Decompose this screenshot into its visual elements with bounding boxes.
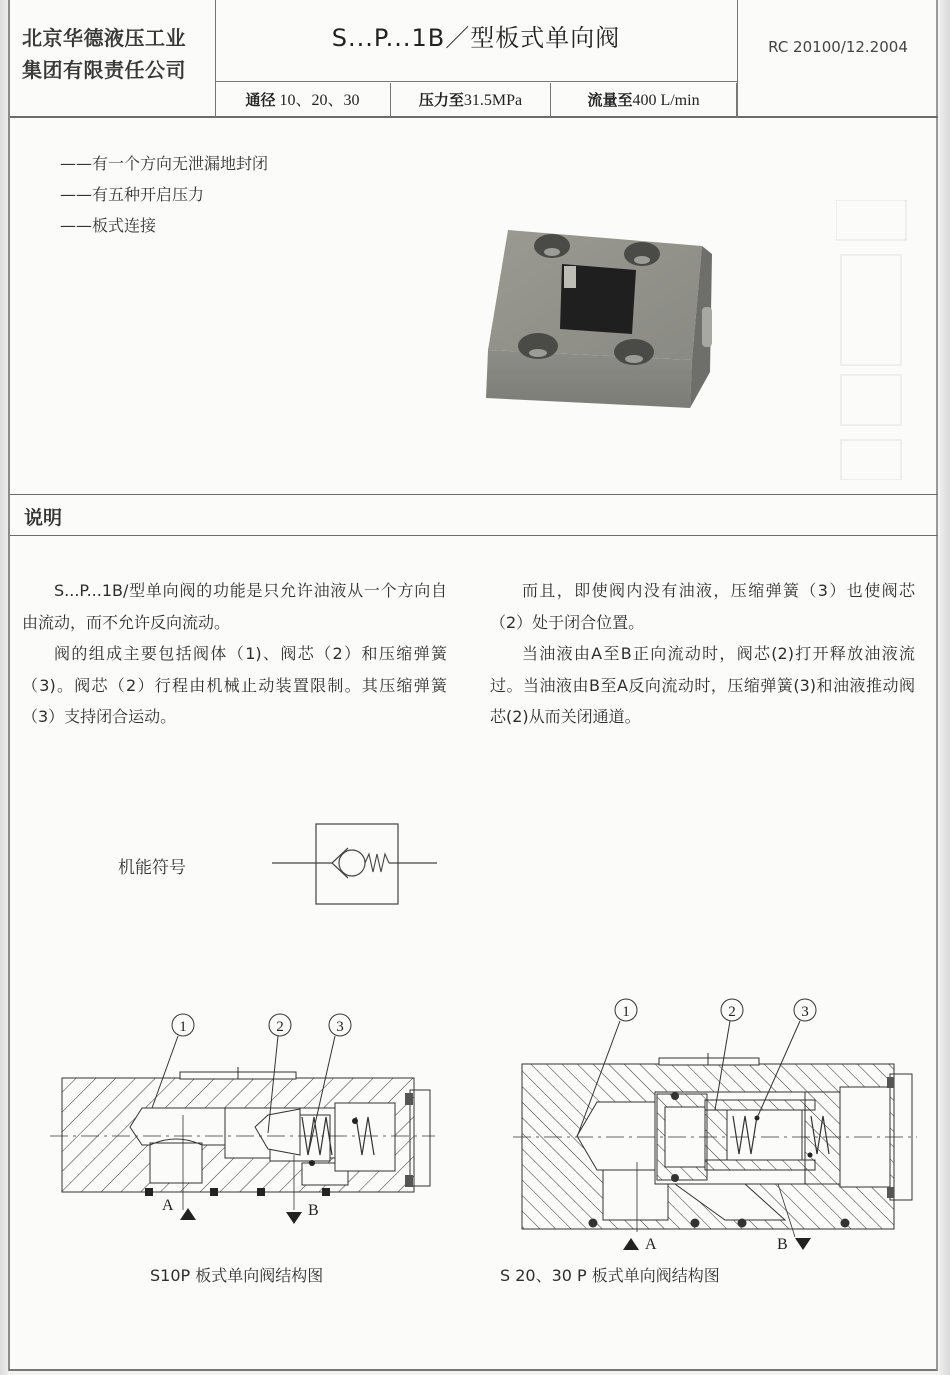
svg-text:1: 1 (179, 1019, 187, 1035)
description-paragraph: 阀的组成主要包括阀体（1)、阀芯（2）和压缩弹簧（3)。阀芯（2）行程由机械止动装置限制。其压缩弹簧（3）支持闭合运动。 (22, 644, 447, 726)
header-block (10, 0, 938, 118)
spec-flow: 流量至400 L/min (551, 83, 737, 117)
feature-item: ——有一个方向无泄漏地封闭 (60, 154, 269, 173)
svg-text:2: 2 (728, 1004, 736, 1020)
product-photo (480, 212, 730, 412)
description-column-left (22, 575, 447, 733)
svg-text:1: 1 (622, 1004, 630, 1020)
description-column-right (490, 575, 915, 733)
spec-pressure: 压力至31.5MPa (391, 83, 551, 117)
spec-row (215, 83, 737, 117)
scan-edge-right (940, 0, 950, 1375)
diagram-caption: S 20、30 P 板式单向阀结构图 (500, 1266, 720, 1285)
svg-text:B: B (777, 1236, 788, 1253)
bleed-through-artifact (836, 200, 916, 480)
page-title: S...P...1B／型板式单向阀 (331, 24, 621, 52)
svg-text:B: B (308, 1202, 319, 1219)
description-paragraph: 当油液由A至B正向流动时，阀芯(2)打开释放油液流过。当油液由B至A反向流动时，压缩弹簧(3)和油液推动阀芯(2)从而关闭通道。 (490, 644, 915, 726)
description-paragraph: 而且，即使阀内没有油液，压缩弹簧（3）也使阀芯（2）处于闭合位置。 (490, 581, 915, 632)
feature-item: ——板式连接 (60, 216, 157, 235)
check-valve-symbol-icon (272, 820, 442, 910)
description-paragraph: S...P...1B/型单向阀的功能是只允许油液从一个方向自由流动，而不允许反向流动。 (22, 581, 447, 632)
header-divider (737, 0, 738, 118)
s10p-cross-section-diagram (50, 1005, 445, 1225)
svg-text:A: A (645, 1236, 657, 1253)
svg-text:3: 3 (801, 1004, 809, 1020)
symbol-label: 机能符号 (118, 858, 186, 878)
section-header (10, 494, 938, 536)
section-title: 说明 (24, 507, 63, 529)
company-name: 北京华德液压工业 集团有限责任公司 (22, 26, 186, 82)
svg-text:A: A (162, 1197, 174, 1214)
datasheet-page (8, 0, 938, 1371)
spec-nominal-size: 通径 10、20、30 (215, 83, 391, 117)
scan-edge-left (0, 0, 8, 1375)
title-cell (215, 0, 737, 82)
diagram-caption: S10P 板式单向阀结构图 (150, 1266, 324, 1285)
document-code: RC 20100/12.2004 (768, 38, 908, 56)
svg-text:3: 3 (336, 1019, 344, 1035)
s20-30p-cross-section-diagram (505, 992, 925, 1254)
feature-item: ——有五种开启压力 (60, 185, 205, 204)
feature-list (60, 148, 268, 241)
svg-text:2: 2 (276, 1019, 284, 1035)
